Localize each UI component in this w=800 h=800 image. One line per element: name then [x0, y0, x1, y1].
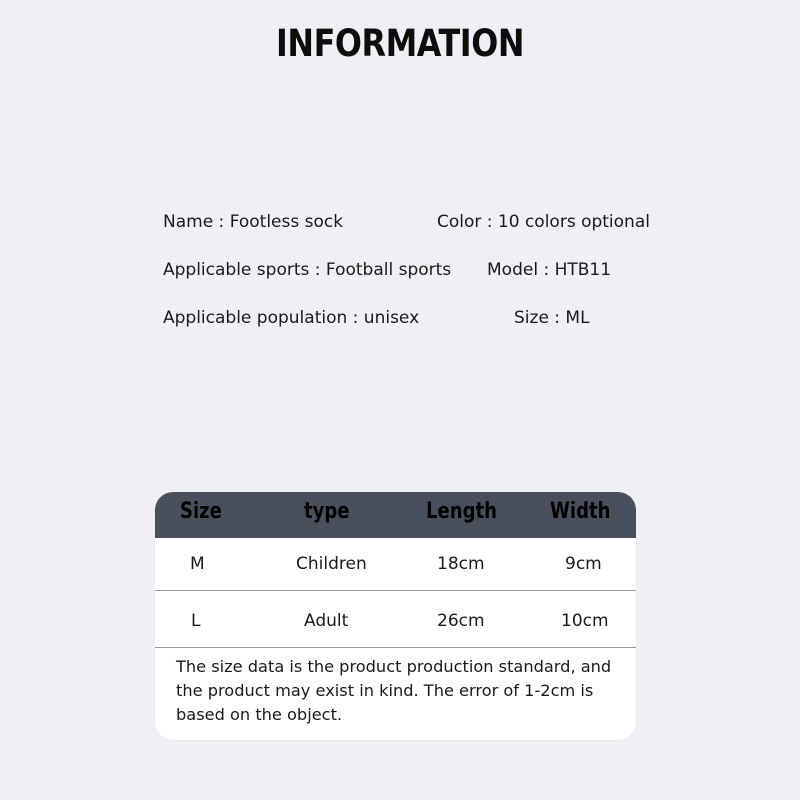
header-type: type: [304, 499, 350, 524]
page-title: INFORMATION: [275, 22, 525, 65]
row-l-width: 10cm: [561, 611, 609, 631]
info-model: Model : HTB11: [487, 260, 612, 280]
info-color: Color : 10 colors optional: [437, 212, 650, 232]
info-population: Applicable population : unisex: [163, 308, 420, 328]
size-note: The size data is the product production standard, and the product may exist in kind. The error of 1-2cm is based on the object.: [176, 657, 612, 724]
row-l-length: 26cm: [437, 611, 485, 631]
row-divider: [155, 647, 636, 648]
header-width: Width: [550, 499, 611, 524]
row-l-size: L: [191, 611, 201, 631]
header-length: Length: [426, 499, 497, 524]
size-table-header: [155, 492, 636, 538]
header-size: Size: [180, 499, 222, 524]
row-divider: [155, 590, 636, 591]
info-sports: Applicable sports : Football sports: [163, 260, 452, 280]
info-size: Size : ML: [514, 308, 590, 328]
info-name: Name : Footless sock: [163, 212, 344, 232]
row-m-type: Children: [296, 554, 367, 574]
size-table-card: [155, 492, 636, 740]
row-m-width: 9cm: [565, 554, 602, 574]
row-l-type: Adult: [304, 611, 349, 631]
row-m-size: M: [190, 554, 205, 574]
row-m-length: 18cm: [437, 554, 485, 574]
